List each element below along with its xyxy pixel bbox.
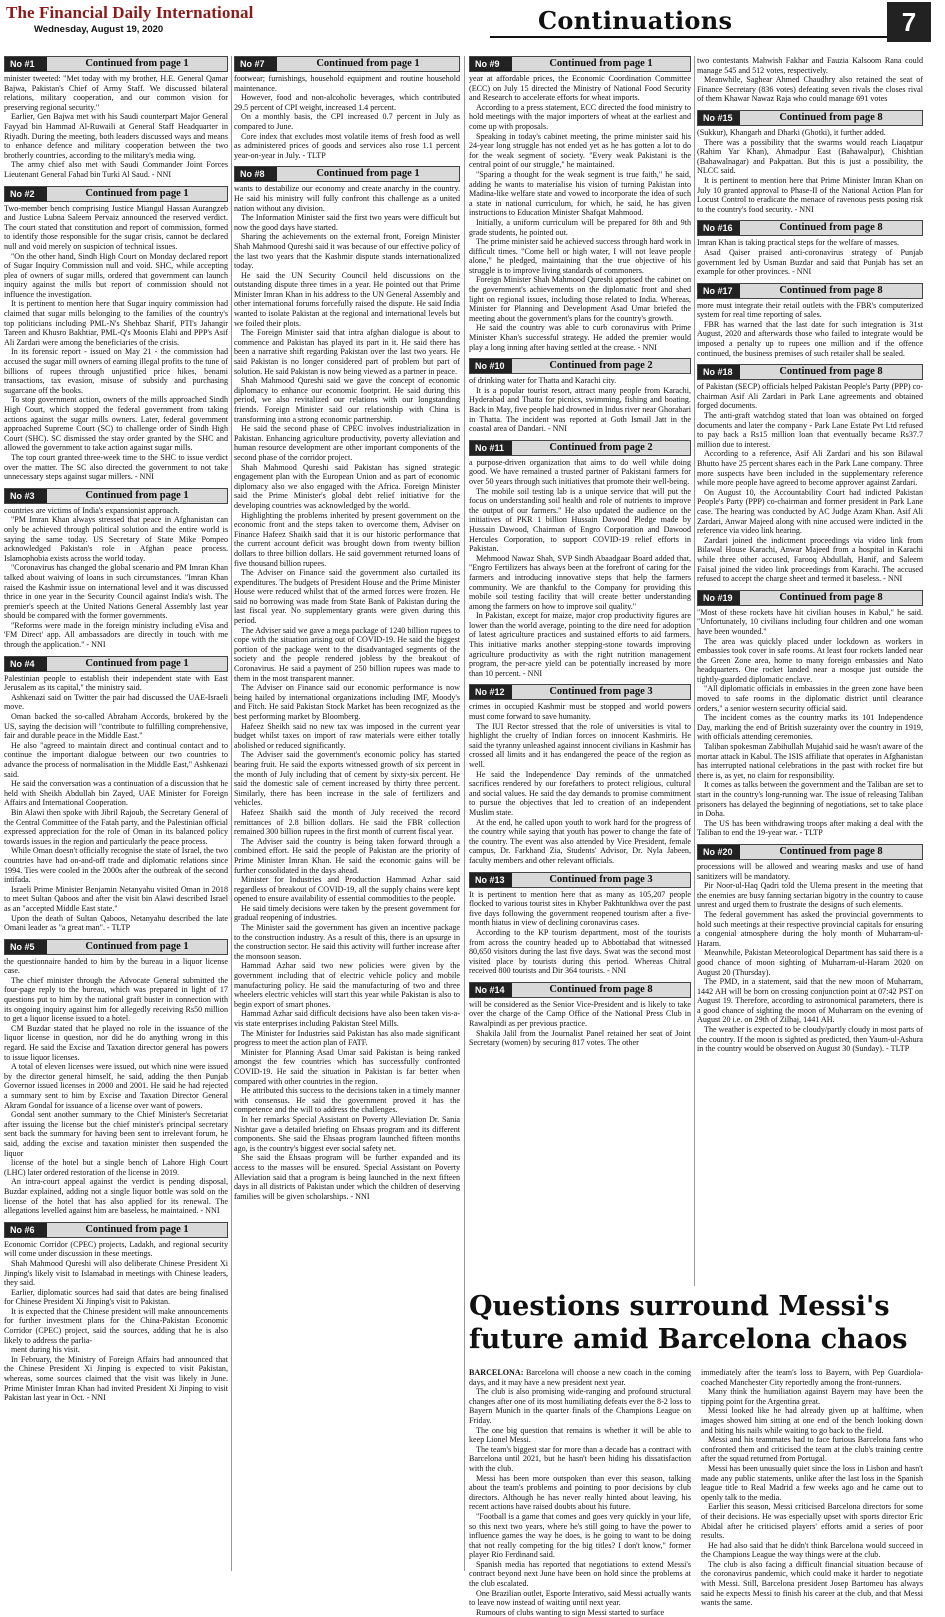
section-number: No #5 xyxy=(5,940,47,954)
paper-name: The Financial Daily International xyxy=(6,3,254,22)
paragraph: On a monthly basis, the CPI increased 0.7 percent in July as compared to June. xyxy=(234,112,460,131)
article-paragraph: The club is also promising wide-ranging and profound structural changes after one of its most humiliating defeats ever the 8-2 loss to Bayern Munich in the quarter finals of the Champions League on Friday. xyxy=(469,1387,691,1425)
paragraph: Pir Noor-ul-Haq Qadri told the Ulema present in the meeting that the enemies are busy fanning sectarian bigotry in the country to cause unrest and urged them to frustrate the designs of such elements. xyxy=(697,881,923,910)
continuation-section xyxy=(697,220,923,276)
paragraph: Shah Mahmood Qureshi said Pakistan has signed strategic engagement plan with the European Union and as part of economic diplomacy also we also engaged with the Africa. Foreign Minister said the Prime Minister's global debt relief initiative for the developing countries was acknowledged by the world. xyxy=(234,462,460,510)
paragraph: Minister for Planning Asad Umar said Pakistan is being ranked amongst the few countries which has successfully confronted COVID-19. He said the situation in Pakistan is far better when compared with other countries in the region. xyxy=(234,1047,460,1086)
paragraph: Shah Mahmood Qureshi said we gave the concept of economic diplomacy to enhance our economic footprint. He said during this period, we also revitalized our relations with our longstanding friends. Foreign Minister said our relationship with China is transforming into a strong economic partnership. xyxy=(234,376,460,424)
paragraph: The incident comes as the country marks its 101 Independence Day, marking the end of British suzerainty over the country in 1919, with officials attending ceremonies. xyxy=(697,713,923,742)
paragraph: He said the country was able to curb coronavirus with Prime Minister Khan's successful strategy. He added the premier would play a long inning after having settled at the crease. - NNI xyxy=(469,323,691,352)
paragraph: A total of eleven licenses were issued, out which nine were issued by the director general himself, he said, adding the then Punjab Governor issued licenses in 2000 and 2001. He said he had rejected a summary sent to him by Excise and Taxation Director General Akram Gondal for issuance of a license over want of powers. xyxy=(4,1062,228,1110)
paragraph: Hafeez Shaikh said the month of July received the record remittances of 2.8 billion dollars. He said the FBR collection remained 300 billion rupees in the first month of current fiscal year. xyxy=(234,807,460,837)
section-number: No #6 xyxy=(5,1223,47,1237)
paragraph: "Most of these rockets have hit civilian houses in Kabul," he said. "Unfortunately, 10 civilians including four children and one woman have been wounded." xyxy=(697,607,923,636)
continuation-section xyxy=(697,283,923,359)
continuation-section xyxy=(469,684,691,865)
paragraph: more must integrate their retail outlets with the FBR's computerized system for real time reporting of sales. xyxy=(697,300,923,320)
paragraph: "All diplomatic officials in embassies in the green zone have been moved to safe rooms in the diplomatic district until clearance orders," a senior western security official said. xyxy=(697,684,923,713)
article-paragraph: Earlier this season, Messi criticised Barcelona directors for some of their decisions. He was especially upset with sports director Eric Abidal after he criticised players' efforts amid a series of poor results. xyxy=(701,1502,923,1541)
article-paragraph: One Brazilian outlet, Esporte Interativo, said Messi actually wants to leave now instead of waiting until next year. xyxy=(469,1588,691,1608)
section-continued-label: Continued from page 8 xyxy=(779,222,883,234)
continuation-section xyxy=(4,656,228,933)
article-paragraph: Messi looked like he had already given up at halftime, when images showed him sitting at one end of the bench looking down and biting his nails while waiting to go back to the field. xyxy=(701,1406,923,1435)
section-continued-label: Continued from page 8 xyxy=(779,366,883,378)
paragraph: The US has been withdrawing troops after making a deal with the Taliban to end the 19-year war. - TLTP xyxy=(697,818,923,838)
section-number: No #13 xyxy=(470,873,512,887)
section-number: No #12 xyxy=(470,685,512,699)
continuation-section xyxy=(697,844,923,1054)
section-continued-label: Continued from page 1 xyxy=(85,58,189,69)
section-continued-label: Continued from page 8 xyxy=(779,591,883,603)
paragraph: The Adviser said the country is being taken forward through a combined effort. He said the people of Pakistan are the priority of Prime Minister Imran Khan. He said the economic gains will be further consolidated in the days ahead. xyxy=(234,836,460,875)
paragraph: Minister for Industries and Production Hammad Azhar said regardless of breakout of COVID-19, all the supply chains were kept opened to ensure availability of essential commodities to the people. xyxy=(234,875,460,904)
column-rule xyxy=(231,56,232,1571)
continuation-section xyxy=(4,488,228,650)
section-body xyxy=(4,74,228,180)
paragraph: The top court granted three-week time to the SHC to issue verdict over the matter. The SC also directed the government to not take unnecessary steps against sugar millers. - NNI xyxy=(4,452,228,482)
section-continued-label: Continued from page 1 xyxy=(85,187,189,199)
section-body xyxy=(697,862,923,1054)
paragraph: According to the KP tourism department, most of the tourists from across the country headed up to Abbottabad that witnessed 80,650 visitors during the last five days. Swat was the second most visited place by tourists during this period. Whereas Chitral received 800 tourists and Dir 364 tourists. - NNI xyxy=(469,927,691,976)
section-continued-label: Continued from page 2 xyxy=(549,360,653,372)
paragraph: Highlighting the problems inherited by present government on the economic front and the steps taken to overcome them, Adviser on Finance Hafeez Shaikh said that it is our historic performance that the current account deficit was brought down from twenty billion dollars to three billion dollars. He said government returned loans of five thousand billion rupees. xyxy=(234,510,460,568)
paragraph: He also "agreed to maintain direct and continual contact and to continue the important dialogue between our two countries to advance the process of normalisation in the Middle East," Ashkenazi said. xyxy=(4,740,228,779)
paragraph: However, food and non-alcoholic beverages, which contributed 29.5 percent of CPI weight, increased 1.4 percent. xyxy=(234,93,460,112)
paragraph: Asad Qaiser praised anti-coronavirus strategy of Punjab government led by Usman Buzdar and said that Punjab has set an example for other provinces. - NNI xyxy=(697,247,923,277)
paragraph: On August 10, the Accountability Court had indicted Pakistan People's Party (PPP) co-chairman and former president in Park Lane case. The hearing was conducted by AC Judge Azam Khan. Asif Ali Zardari, Anwar Majeed along with nine accused were indicted in the reference via video link hearing. xyxy=(697,487,923,536)
paragraph: The army chief also met with Saudi Commander Joint Forces Lieutenant General Fahad bin Turki Al Saud. - NNI xyxy=(4,160,228,179)
article-paragraph: Messi and his teammates had to face furious Barcelona fans who confronted them and criticised the team at the club's training centre after the squad returned from Portugal. xyxy=(701,1435,923,1464)
section-continued-label: Continued from page 1 xyxy=(549,58,653,69)
paragraph: The federal government has asked the provincial governments to hold such meetings at their respective provincial capitals for ensuring a congenial atmosphere during the holy month of Muharram-ul-Haram. xyxy=(697,909,923,948)
section-body xyxy=(469,458,691,679)
section-header xyxy=(469,684,691,700)
paragraph: It comes as talks between the government and the Taliban are set to start in the country's long-running war. The issue of releasing Taliban prisoners has delayed the beginning of negotiations, set to take place in Doha. xyxy=(697,780,923,819)
paragraph: In Pakistan, except for maize, major crop productivity figures are lower than the world average, pointing to the dire need for adoption of latest agriculture practices and sustained efforts to aid farmers. This initiative marks another stepping-stone towards improving agriculture productivity as with the right nutrition management program, the per-acre yield can be potentially increased by more than 10 percent. - NNI xyxy=(469,611,691,678)
section-number: No #15 xyxy=(698,111,740,125)
paragraph: Sharing the achievements on the external front, Foreign Minister Shah Mahmood Qureshi said it was because of our effective policy of the last two years that the Kashmir dispute stands internationalized today. xyxy=(234,232,460,271)
paragraph: Speaking in today's cabinet meeting, the prime minister said his 24-year long struggle has not ended yet as he has gotten a lot to do for the weak segment of society. "Every weak Pakistani is the central point of our struggle," he maintained. xyxy=(469,131,691,170)
paragraph: FBR has warned that the last date for such integration is 31st August, 2020 and afterwards those who failed to integrate would be imposed a penalty up to rupees one million and if the offence continued, the business premises of such retailer shall be sealed. xyxy=(697,319,923,358)
paragraph: He attributed this success to the decisions taken in a timely manner with consensus. He said the government proved it has the competence and the will to address the challenges. xyxy=(234,1086,460,1115)
section-body xyxy=(469,74,691,352)
section-header xyxy=(4,488,228,504)
paragraph: Taliban spokesman Zabihullah Mujahid said he wasn't aware of the mortar attack in Kabul. The ISIS affiliate that operates in Afghanistan has interrupted national celebrations in the past with rocket fire but there is, as yet, no claim for responsibility. xyxy=(697,742,923,780)
section-header xyxy=(4,186,228,202)
messi-article xyxy=(469,1290,923,1617)
section-continued-label: Continued from page 3 xyxy=(549,686,653,698)
paragraph: year at affordable prices, the Economic Coordination Committee (ECC) on July 15 directed the Ministry of National Food Security and Research to accelerate efforts for wheat imports. xyxy=(469,74,691,103)
paragraph: The Information Minister said the first two years were difficult but now the good days have started. xyxy=(234,213,460,232)
article-dateline: BARCELONA: xyxy=(469,1368,524,1377)
article-paragraph: He had also said that he didn't think Barcelona would succeed in the Champions League the way things were at the club. xyxy=(701,1540,923,1560)
section-body xyxy=(469,702,691,865)
paragraph: The Foreign Minister said that intra afghan dialogue is about to commence and Pakistan has played its part in it. He said there has been a narrative shift regarding Pakistan over the last two years. He said Pakistan is no longer considered part of problem but part of solution. He said Pakistan is now being viewed as a partner in peace. xyxy=(234,328,460,376)
article-column-2 xyxy=(701,1368,923,1608)
section-number: No #2 xyxy=(5,187,47,201)
paragraph: two contestants Mahwish Fakhar and Fauzia Kalsoom Rana could manage 545 and 512 votes, respectively. xyxy=(697,56,923,75)
paragraph: It is pertinent to mention here that Prime Minister Imran Khan on July 10 granted approval to Phase-II of the National Action Plan for Locust Control to eradicate the menace of ravenous pests posing risk to the country's food security. - NNI xyxy=(697,175,923,214)
paragraph: will be considered as the Senior Vice-President and is likely to take over the charge of the Camp Office of the National Press Club in Rawalpindi as per previous practice. xyxy=(469,999,691,1029)
article-paragraph: Rumours of clubs wanting to sign Messi started to surface xyxy=(476,1607,665,1617)
section-body xyxy=(469,376,691,434)
paragraph: According to a reference, Asif Ali Zardari and his son Bilawal Bhutto have 25 percent shares each in the Park Lane company. Three more suspects have been included in the supplementary reference while more people have agreed to become approver against Zardari. xyxy=(697,449,923,488)
continuation-section xyxy=(469,56,691,352)
paragraph: Foreign Minister Shah Mahmood Qureshi apprised the cabinet on the government's achievements on the diplomatic front and shed light on regional issues, including those related to India. Whereas, Minister for Planning and Development Asad Umar briefed the meeting about the government's plans for the country's growth. xyxy=(469,275,691,323)
article-paragraph: immediately after the team's loss to Bayern, with Pep Guardiola-coached Manchester City reportedly among the front-runners. xyxy=(701,1368,923,1387)
paragraph: The Adviser said the government's economic policy has started bearing fruit. He said the exports witnessed growth of six percent in the month of July including that of cement by sixty-six percent. He said the domestic sale of cement increased by thirty three percent. Similarly, there has been increase in the sale of fertilizers and vehicles. xyxy=(234,750,460,808)
section-continued-label: Continued from page 8 xyxy=(549,983,653,995)
section-number: No #9 xyxy=(470,57,512,71)
paragraph: He said the Independence Day reminds of the unmatched sacrifices rendered by our forefathers to protect religious, cultural and social values. He said the day demands to promise commitment to pursue the objectives that led to creation of an independent Muslim state. xyxy=(469,769,691,817)
section-header xyxy=(469,872,691,888)
paragraph: Israeli Prime Minister Benjamin Netanyahu visited Oman in 2018 to meet Sultan Qaboos and after the visit bin Alawi described Israel as an "accepted Middle East state." xyxy=(4,884,228,913)
paragraph: processions will be allowed and wearing masks and use of hand sanitizers will be mandatory. xyxy=(697,861,923,881)
continuation-section xyxy=(234,56,460,160)
paragraph: The weather is expected to be cloudy/partly cloudy in most parts of the country. If the moon is sighted as predicted, then Yaum-ul-Ashura in the country would be observed on August 30 (Sunday). - TLTP xyxy=(697,1025,923,1054)
column-1 xyxy=(4,56,228,1571)
section-body xyxy=(234,184,460,1201)
paragraph: The Adviser said we gave a mega package of 1240 billion rupees to cope with the situation arising out of COVID-19. He said the biggest portion of the package went to the disadvantaged segments of the society and the people rendered jobless by the breakout of Coronavirus. He said a payment of 250 billion rupees was made to them in the most transparent manner. xyxy=(234,625,460,683)
section-number: No #7 xyxy=(235,57,277,71)
paragraph: Initially, a uniform curriculum will be prepared for 8th and 9th grade students, he pointed out. xyxy=(469,217,691,237)
continuation-section xyxy=(697,590,923,838)
paragraph: It is expected that the Chinese president will make announcements for further investment plans for the China-Pakistan Economic Corridor (CPEC) project, said the sources, adding that he is also likely to address the parlia- xyxy=(4,1306,228,1345)
paragraph: The Adviser on Finance said our economic performance is now being hailed by international organizations including IMF, Moody's and Fitch. He said Pakistan Stock Market has been recognized as the best performing market by Bloomberg. xyxy=(234,683,460,721)
continuation-section xyxy=(469,440,691,679)
paragraph: It is pertinent to mention here that as many as 105,207 people flocked to various tourist sites in Khyber Pakhtunkhwa over the past five days following the government reopened tourism after a five-month hiatus in view of declining coronavirus cases. xyxy=(469,889,691,928)
article-paragraph: The club is also facing a difficult financial situation because of the coronavirus pandemic, which could make it harder to negotiate with Messi. Still, Barcelona president Josep Bartomeu has always said he expects Messi to finish his career at the club, and that Messi wants the same. xyxy=(701,1559,923,1608)
paragraph: In her remarks Special Assistant on Poverty Alleviation Dr. Sania Nishtar gave a detailed briefing on Ehsaas program and its different components. She said the Ehsaas program launched fifteen months ago, is the country's biggest ever social safety net. xyxy=(234,1114,460,1153)
continuation-section xyxy=(4,186,228,482)
paragraph: the questionnaire handed to him by the bureau in a liquor license case. xyxy=(4,956,228,976)
section-body xyxy=(469,1000,691,1048)
continuation-section xyxy=(4,56,228,180)
paragraph: Meanwhile, Saghear Ahmed Chaudhry also retained the seat of Finance Secretary (836 votes) defeating seven rivals the closes rival of them Khawar Nawaz Raja who could manage 691 votes xyxy=(697,75,923,104)
masthead xyxy=(0,0,945,44)
paragraph: The anti-graft watchdog stated that loan was obtained on forged documents and later the company - Park Lane Estate Pvt Ltd refused to pay back a Rs15 million loan that eventually became Rs37.7 million due to interest. xyxy=(697,411,923,449)
paragraph: Earlier, diplomatic sources had said that dates are being finalised for Chinese President Xi Jinping's visit to Pakistan. xyxy=(4,1287,228,1307)
continuation-section xyxy=(697,110,923,214)
paragraph: The PMD, in a statement, said that the new moon of Muharram, 1442 AH will be born on crossing conjunction point at 07:42 PST on August 19. Therefore, according to astronomical parameters, there is a good chance of sighting the moon of Muharram on the evening of August 20 i.e. on 29th of Zilhaj, 1441 AH. xyxy=(697,977,923,1025)
paragraph: "On the other hand, Sindh High Court on Monday declared report of Sugar Inquiry Commission null and void. SHC, while accepting plea of owners of sugar mills, ordered that government can launch inquiry against the mills but report of commission should not influence the investigation. xyxy=(4,251,228,299)
article-paragraph: Messi has been unusually quiet since the loss in Lisbon and hasn't made any public statements, unlike after the last loss in the Spanish league title to Real Madrid a few weeks ago and he came out to openly talk to the media. xyxy=(701,1463,923,1502)
paragraph: The Minister for Industries said Pakistan has also made significant progress to meet the action plan of FATF. xyxy=(234,1028,460,1048)
paragraph: He said timely decisions were taken by the present government for gradual reopening of industries. xyxy=(234,903,460,923)
paragraph: The chief minister through the Advocate General submitted the four-page reply to the bureau, which was prepared in light of 17 questions put to him by the national graft buster in connection with its ongoing inquiry against him for allegedly receiving Rs50 million to get a liquor license issued to a hotel. xyxy=(4,975,228,1024)
paragraph: The Minister said the government has given an incentive package to the construction industry. As a result of this, there is an upsurge in the construction sector. He said this activity will further increase after the monsoon season. xyxy=(234,923,460,961)
paragraph: An intra-court appeal against the verdict is pending disposal, Buzdar explained, adding not a single liquor bottle was sold on the license of the hotel that has also applied for its renewal. The allegations levelled against him are baseless, he maintained. - NNI xyxy=(4,1177,228,1216)
continuation-section xyxy=(234,166,460,1201)
section-number: No #1 xyxy=(5,57,47,71)
paragraph: "Coronavirus has changed the global scenario and PM Imran Khan talked about waiving of loans in such circumstances. "Imran Khan raised the Kashmir issue on international level and it was discussed thrice in one year in the Security Council against India's wish. The premier's speech at the United Nations General Assembly last year should be compared with the former governments. xyxy=(4,563,228,621)
section-body xyxy=(697,382,923,583)
masthead-rule xyxy=(490,36,900,38)
masthead-left xyxy=(6,3,253,35)
section-number: No #20 xyxy=(698,845,740,859)
article-body xyxy=(469,1368,923,1617)
article-column-1 xyxy=(469,1368,691,1617)
continuation-section xyxy=(4,1222,228,1403)
section-continued-label: Continued from page 1 xyxy=(85,1223,189,1235)
paragraph: license of the hotel but a single bench of Lahore High Court (LHC) later ordered restoration of the license in 2019. xyxy=(4,1158,228,1177)
continuation-section xyxy=(469,358,691,434)
section-body xyxy=(697,128,923,214)
paragraph: Core index that excludes most volatile items of fresh food as well as administered prices of goods and services also rose 1.1 percent year-on-year in July. - TLTP xyxy=(234,131,460,160)
paragraph: Oman backed the so-called Abraham Accords, brokered by the US, saying the decision will "contribute to fulfilling comprehensive, fair and durable peace in the Middle East." xyxy=(4,712,228,741)
paragraph: She said the Ehsaas program will be further expanded and its access to the masses will be ensured. Special Assistant on Poverty Alleviation said that a program is being launched in the next fifteen days in all districts of Pakistan under which the children of deserving families will be given scholarships. - NNI xyxy=(234,1153,460,1201)
section-header xyxy=(234,56,460,72)
paragraph: Zardari joined the indictment proceedings via video link from Bilawal House Karachi, Anwar Majeed from a hospital in Karachi while three other accused, Farooq Abdullah, Hanif, and Saleem Faisal joined the video link proceedings from Karachi. The accused refused to accept the charge sheet and termed it baseless. - NNI xyxy=(697,535,923,584)
paper-date: Wednesday, August 19, 2020 xyxy=(34,24,164,35)
section-header xyxy=(697,590,923,606)
section-continued-label: Continued from page 3 xyxy=(549,873,653,885)
paragraph: Ashkenazi said on Twitter the pair had discussed the UAE-Israeli move. xyxy=(4,692,228,712)
section-continued-label: Continued from page 8 xyxy=(779,111,883,123)
section-header xyxy=(469,56,691,72)
paragraph: According to a press statement, ECC directed the food ministry to hold meetings with the major importers of wheat at the earliest and come up with proposals. xyxy=(469,102,691,131)
paragraph: a purpose-driven organization that aims to do well while doing good. We have remained a trusted partner of Pakistani farmers for over 50 years through such initiatives that promote their well-being. xyxy=(469,457,691,486)
section-header xyxy=(697,110,923,126)
paragraph: ment during his visit. xyxy=(11,1345,80,1355)
column-3 xyxy=(469,56,691,1291)
paragraph: Gondal sent another summary to the Chief Minister's Secretariat after issuing the license but the chief minister's principal secretary sent back the summary for having been sent to irrelevant forum, he said, adding the excise and taxation minister then suspended the liquor xyxy=(4,1110,228,1158)
paragraph: Economic Corridor (CPEC) projects, Ladakh, and regional security will come under discussion in these meetings. xyxy=(4,1239,228,1259)
paragraph: While Oman doesn't officially recognise the state of Israel, the two countries have had on-and-off trade and diplomatic relations since 1994. Ties were cooled in the 2000s after the outbreak of the second intifada. xyxy=(4,846,228,885)
section-continued-label: Continued from page 1 xyxy=(316,168,420,180)
paragraph: of drinking water for Thatta and Karachi city. xyxy=(469,376,617,386)
section-continued-label: Continued from page 1 xyxy=(85,657,189,669)
section-header xyxy=(697,283,923,299)
paragraph: crimes in occupied Kashmir must be stopped and world powers must come forward to save humanity. xyxy=(469,702,691,722)
section-number: No #10 xyxy=(470,359,512,373)
section-header xyxy=(469,358,691,374)
paragraph: To stop government action, owners of the mills approached Sindh High Court, which stopped the federal government from taking actions against the sugar mills owners. Later, federal government approached Supreme Court (SC) to challenge order of Sindh High Court (SHC). SC dismissed the stay order granted by the SHC and allowed the government to take action against sugar mills. xyxy=(4,395,228,453)
column-4 xyxy=(697,56,923,1291)
paragraph: There was a possibility that the swarms would reach Liaqatpur (Rahim Yar Khan), Ahmadpur East (Bahawalpur), Chishtian (Bahawalnagar) and Pakpattan. But this is just a possibility, the NLCC said. xyxy=(697,137,923,176)
section-continued-label: Continued from page 1 xyxy=(85,940,189,952)
section-body xyxy=(697,56,923,104)
paragraph: Earlier, Gen Bajwa met with his Saudi counterpart Major General Fayyad bin Hammad Al-Ruwaili at General Staff Headquarter in Riyadh. During the meeting, both leaders discussed ways and means to enhance defence and military cooperation between the two brotherly countries, according to the military's media wing. xyxy=(4,112,228,160)
paragraph: "Reforms were made in the foreign ministry including eVisa and 'FM Direct' app. All ambassadors are directly in touch with me through the application." - NNI xyxy=(4,620,228,650)
paragraph: wants to destabilize our economy and create anarchy in the country. He said his ministry will fully confront this challenge as a united nation without any division. xyxy=(234,184,460,213)
paragraph: minister tweeted: "Met today with my brother, H.E. General Qamar Bajwa, Pakistan's Chief of Army Staff. We discussed bilateral relations, military cooperation, and our common vision for preserving regional security." xyxy=(4,74,228,112)
paragraph: Two-member bench comprising Justice Miangul Hassan Aurangzeb and Justice Lubna Saleem Pervaiz announced the reserved verdict. The court stated that constitution and report of commission, formed to identify those responsible for the sugar crisis, cannot be declared null and void merely on suspicion of technical issues. xyxy=(4,203,228,251)
paragraph: (Sukkur), Khangarh and Dharki (Ghotki), it further added. xyxy=(697,127,886,137)
article-paragraph: "Football is a game that comes and goes very quickly in your life, so this next two years, where he's still going to have the power to influence games the way he does, is he going to want to be doing that not really competing for the big titles? I don't know," former player Rio Ferdinand said. xyxy=(469,1511,691,1560)
section-number: No #11 xyxy=(470,441,512,455)
section-header xyxy=(4,56,228,72)
section-number: No #4 xyxy=(5,657,47,671)
continuation-section xyxy=(697,364,923,583)
paragraph: It is a popular tourist resort, attract many people from Karachi, Hyderabad and Thatta for picnics, swimming, fishing and boating. Back in May, five people had drowned in Indus river near Ghorabari in Thatta. The incident was reported at Goth Ismail Jatt in the coastal area of Dandari. - NNI xyxy=(469,385,691,434)
paragraph: In February, the Ministry of Foreign Affairs had announced that the Chinese President Xi Jinping is expected to visit Pakistan, whereas, some sources claimed that the visit was likely in June. Prime Minister Imran Khan had invited President Xi Jinping to visit Pakistan last year in Oct. - NNI xyxy=(4,1354,228,1403)
paragraph: Palestinian people to establish their independent state with East Jerusalem as its capital," the ministry said. xyxy=(4,673,228,693)
paragraph: Meanwhile, Pakistan Meteorological Department has said there is a good chance of moon sighting of Muharram-ul-Haram 2020 on August 20 (Thursday). xyxy=(697,948,923,977)
article-headline: Questions surround Messi's future amid Barcelona chaos xyxy=(469,1291,908,1355)
section-continued-label: Continued from page 1 xyxy=(85,489,189,501)
section-title: Continuations xyxy=(538,6,733,35)
paragraph: In its forensic report - issued on May 21 - the commission had accused the sugar mill owners of earning illegal profits to the tune of billions of rupees through unjustified price hikes, benami transactions, tax evasion, misuse of subsidy and purchasing sugarcane off the books. xyxy=(4,347,228,395)
section-number: No #3 xyxy=(5,489,47,503)
section-body xyxy=(469,890,691,976)
article-paragraph: Messi has been more outspoken than ever this season, talking about the team's problems and pointing to poor decisions by club directors. Although he has never really hinted about leaving, his recent actions have raised doubts about his future. xyxy=(469,1473,691,1512)
continuation-section xyxy=(469,982,691,1048)
paragraph: footwear; furnishings, household equipment and routine household maintenance. xyxy=(234,74,460,93)
article-paragraph: Many think the humiliation against Bayern may have been the tipping point for the Argentina great. xyxy=(701,1387,923,1406)
paragraph: At the end, he called upon youth to work hard for the progress of the country while saying that youth has power to change the fate of the country. The event was also attended by Vice President, female campus, Dr. Farkhand Zia, Students' Advisor, Dr. Nyla Jabeen, faculty members and other relevant officials. xyxy=(469,817,691,865)
article-paragraph xyxy=(469,1368,691,1387)
section-body xyxy=(4,506,228,650)
paragraph: The area was quickly placed under lockdown as workers in embassies took cover in safe rooms. At least four rockets landed near the Green Zone area, home to many foreign embassies and Nato headquarters. One rocket landed near a mosque just outside the tightly-guarded diplomatic enclave. xyxy=(697,636,923,684)
section-continued-label: Continued from page 8 xyxy=(779,845,883,857)
section-header xyxy=(4,939,228,955)
section-body xyxy=(4,674,228,933)
paragraph: He said the conversation was a continuation of a discussion that he held with Sheikh Abdullah bin Zayed, UAE Minister for Foreign Affairs and International Cooperation. xyxy=(4,779,228,808)
article-lead-text: Barcelona will choose a new coach in the coming days, and it may have a new president next year. xyxy=(469,1368,691,1387)
paragraph: Upon the death of Sultan Qaboos, Netanyahu described the late Omani leader as "a great man". - TLTP xyxy=(4,913,228,933)
page-number: 7 xyxy=(887,2,931,42)
section-number: No #19 xyxy=(698,591,740,605)
section-body xyxy=(697,608,923,838)
section-continued-label: Continued from page 8 xyxy=(779,284,883,296)
section-number: No #14 xyxy=(470,983,512,997)
continuation-section xyxy=(697,56,923,104)
paragraph: Hafeez Sheikh said no new tax was imposed in the current year budget whilst taxes on import of raw materials were either totally abolished or reduced significantly. xyxy=(234,721,460,750)
column-2 xyxy=(234,56,460,1571)
section-header xyxy=(4,656,228,672)
section-number: No #8 xyxy=(235,167,277,181)
paragraph: "Sparing a thought for the weak segment is true faith," he said, adding he wants to materialise his vision of turning Pakistan into Madina-like welfare state and vowed to incorporate the idea of such a state in national curriculum, for which, he said, he has given instructions to Education Minister Shafqat Mahmood. xyxy=(469,169,691,218)
paragraph: The mobile soil testing lab is a unique service that will put the focus on understanding soil health and role of nutrients to improve the output of our farmers." He also updated the audience on the initiatives of PKR 1 billion Hussain Dawood Pledge made by Hussain Dawood, Chairman of Engro Corporation and Dawood Hercules Corporation, to support COVID-19 relief efforts in Pakistan. xyxy=(469,486,691,554)
section-header xyxy=(234,166,460,182)
paragraph: Mehmood Nawaz Shah, SVP Sindh Abaadgaar Board added that, "Engro Fertilizers has always been at the forefront of caring for the farmers and introducing innovative steps that help the farmers community. We are thankful to the Company for providing this mobile soil testing facility that will create better understanding among the farmers on how to improve soil quality." xyxy=(469,553,691,611)
section-body xyxy=(697,301,923,359)
paragraph: It is pertinent to mention here that Sugar inquiry commission had claimed that sugar mills belonging to the families of the country's top politicians including PML-N's Shehbaz Sharif, PTI's Jahangir Tareen and Khusro Bakhtiar, PML-Q's Moonis Elahi and PPP's Asif Ali Zardari were among the beneficiaries of the crisis. xyxy=(4,299,228,347)
continuation-section xyxy=(4,939,228,1216)
column-rule xyxy=(694,56,695,1286)
section-header xyxy=(697,844,923,860)
section-body xyxy=(4,204,228,482)
paragraph: Bin Alawi then spoke with Jibril Rajoub, the Secretary General of the Central Committee of the Fatah party, and the Palestinian official expressed appreciation for the role of Oman in its balanced policy towards issues in the region and particularly the peace process. xyxy=(4,807,228,846)
paragraph: Shakila Jalil from the Journalist Panel retained her seat of Joint Secretary (women) by securing 817 votes. The other xyxy=(469,1028,691,1048)
paragraph: Shah Mahmood Qureshi will also deliberate Chinese President Xi Jinping's likely visit to Islamabad in meetings with Chinese leaders, they said. xyxy=(4,1258,228,1288)
paragraph: The Adviser on Finance said the government also curtailed its expenditures. The budgets of President House and the Prime Minister House were reduced whilst that of the armed forces were frozen. He said no borrowing was made from State Bank of Pakistan during the last fiscal year. No supplementary grants were given during this period. xyxy=(234,568,460,626)
paragraph: He said the second phase of CPEC involves industrialization in Pakistan. Enhancing agriculture productivity, poverty alleviation and human resource development are other important components of the second phase of the corridor project. xyxy=(234,424,460,462)
article-paragraph: The team's biggest star for more than a decade has a contract with Barcelona until 2021, but he hasn't been hiding his dissatisfaction with the club. xyxy=(469,1444,691,1473)
section-continued-label: Continued from page 1 xyxy=(316,58,420,69)
section-number: No #16 xyxy=(698,221,740,235)
section-header xyxy=(697,364,923,380)
section-number: No #18 xyxy=(698,365,740,379)
section-number: No #17 xyxy=(698,284,740,298)
section-header xyxy=(469,440,691,456)
section-body xyxy=(697,238,923,276)
paragraph: CM Buzdar stated that he played no role in the issuance of the liquor license in question, nor did he do anything wrong in this regard. He said the Excise and Taxation director general has powers to issue liquor licenses. xyxy=(4,1023,228,1062)
article-paragraph: The one big question that remains is whether it will be able to keep Lionel Messi. xyxy=(469,1425,691,1445)
section-body xyxy=(4,1240,228,1403)
section-body xyxy=(234,74,460,160)
article-paragraph: Spanish media has reported that negotiations to extend Messi's contract beyond next June have been on hold since the problems at the club escalated. xyxy=(469,1559,691,1589)
paragraph: The prime minister said he achieved success through hard work in difficult times. "Come hell or high water, I will not leave people alone," he pledged, maintaining that the true objective of his struggle is to improve living standards of commoners. xyxy=(469,237,691,275)
paragraph: countries are victims of India's expansionist approach. xyxy=(4,505,180,515)
paragraph: The IUI Rector stressed that the role of universities is vital to highlight the cruelty of Indian forces on innocent Kashmiris. He said the tyranny unleashed against innocent civilians in Kashmir has crossed all limits and it has endangered the peace of the region as well. xyxy=(469,721,691,769)
paragraph: He said the UN Security Council held discussions on the outstanding dispute three times in a year. He pointed out that Prime Minister Imran Khan in his address to the UN General Assembly and other international forums forcefully raised the dispute. He said India wanted to isolate Pakistan at the regional and international levels but we foiled their plots. xyxy=(234,270,460,328)
paragraph: of Pakistan (SECP) officials helped Pakistan People's Party (PPP) co-chairman Asif Ali Zardari in Park Lane agreements and obtained forged documents. xyxy=(697,382,923,411)
section-header xyxy=(4,1222,228,1238)
paragraph: Imran Khan is taking practical steps for the welfare of masses. xyxy=(697,238,900,248)
section-header xyxy=(697,220,923,236)
paragraph: Hammad Azhar said difficult decisions have also been taken vis-a-vis state enterprises including Pakistan Steel Mills. xyxy=(234,1009,460,1028)
section-body xyxy=(4,957,228,1216)
paragraph: Hammad Azhar said two new policies were given by the government including that of electric vehicle policy and mobile manufacturing policy. He said the manufacturing of two and three wheelers electric vehicles will start this year while Pakistan is also to begin export of smart phones. xyxy=(234,961,460,1009)
section-header xyxy=(469,982,691,998)
continuation-section xyxy=(469,872,691,976)
section-continued-label: Continued from page 2 xyxy=(549,441,653,453)
column-rule xyxy=(464,56,465,1571)
paragraph: "PM Imran Khan always stressed that peace in Afghanistan can only be achieved through political solution and the entire world is saying the same today. US Secretary of State Mike Pompeo acknowledged Pakistan's role in Afghan peace process. Islamophobia exists across the world today. xyxy=(4,515,228,563)
